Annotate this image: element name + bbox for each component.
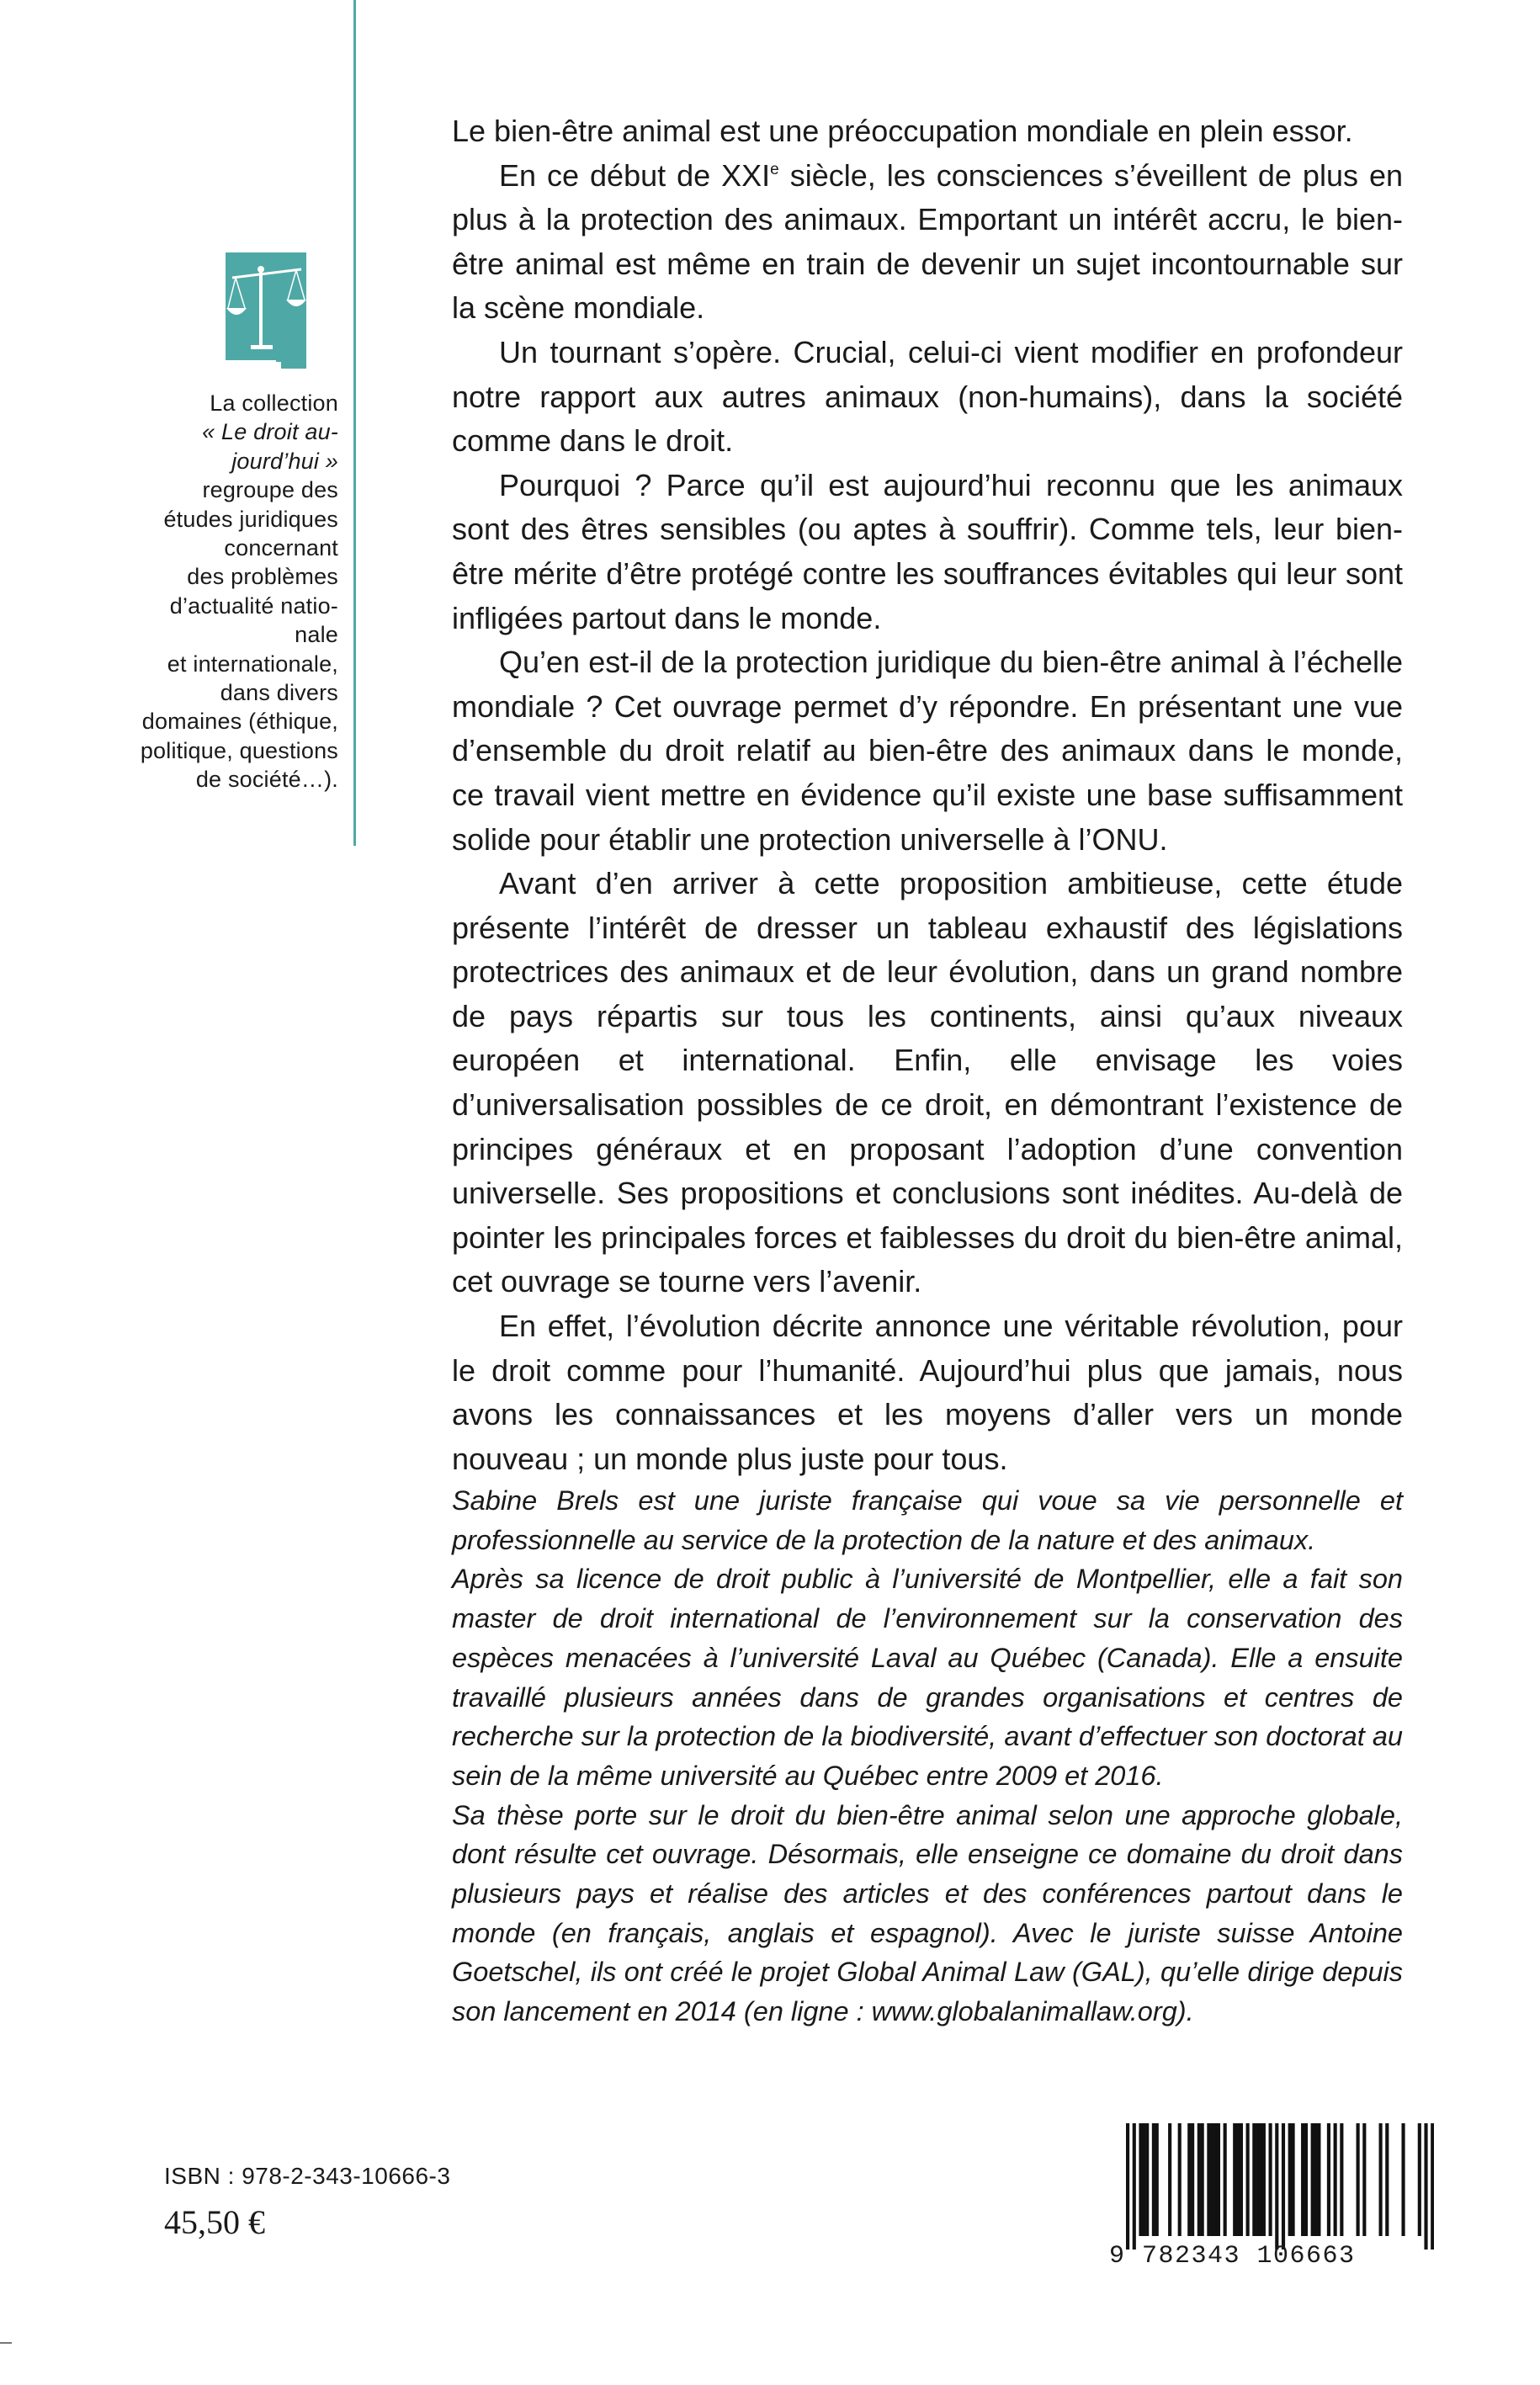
barcode-bar <box>1431 2123 1434 2250</box>
barcode-bar <box>1314 2123 1317 2236</box>
summary-paragraph: Pourquoi ? Parce qu’il est aujourd’hui reconnu que les animaux sont des êtres sensibles (ou aptes à souffrir). Comme tels, leur bien-être mérite d’être protégé contre les souffrances évitables qui leur sont infligées partout dans le monde. <box>452 467 1403 635</box>
barcode-bar <box>1178 2123 1182 2236</box>
bio-paragraph: Après sa licence de droit public à l’université de Montpellier, elle a fait son master de droit international de l’environnement sur la conservation des espèces menacées à l’université Laval au Québec (Canada). Elle a ensuite travaillé plusieurs années dans de grandes organisations et centres de recherche sur la protection de la biodiversité, avant d’effectuer son doctorat au sein de la même université au Québec entre 2009 et 2016. <box>452 1564 1403 1791</box>
barcode-bar <box>1191 2123 1194 2236</box>
barcode-bar <box>1256 2123 1259 2236</box>
barcode-bar <box>1233 2123 1236 2236</box>
barcode-bar <box>1357 2123 1360 2236</box>
barcode-bar <box>1133 2123 1136 2250</box>
summary-paragraph: En effet, l’évolution décrite annonce une véritable révolution, pour le droit comme pour l’humanité. Aujourd’hui plus que jamais, nous avons les connaissances et les moyens d’aller vers un monde nouveau ; un monde plus juste pour tous. <box>452 1309 1403 1476</box>
author-name: Sabine Brels <box>452 1485 619 1516</box>
collection-line: études juridiques <box>163 506 338 532</box>
barcode <box>1126 2123 1434 2250</box>
barcode-bar <box>1224 2123 1227 2236</box>
collection-line: d’actualité natio- <box>169 592 338 619</box>
barcode-bar <box>1311 2123 1314 2236</box>
barcode-digits: 9 782343 106663 <box>1109 2242 1356 2271</box>
barcode-bar <box>1240 2123 1243 2236</box>
summary-text: siècle, les consciences s’éveillent de plus en plus à la protection des animaux. Emportant un intérêt accru, le bien-être animal est même en train de devenir un sujet incontournable sur la scène mondiale. <box>452 157 1404 326</box>
barcode-bar <box>1246 2123 1250 2236</box>
barcode-bar <box>1168 2123 1171 2236</box>
collection-line: nale <box>295 622 338 648</box>
collection-line: de société…). <box>195 767 338 793</box>
collection-line: politique, questions <box>140 737 338 763</box>
barcode-bar <box>1418 2123 1421 2236</box>
barcode-bar <box>1288 2123 1292 2236</box>
summary-paragraph <box>452 154 1403 331</box>
barcode-bar <box>1142 2123 1145 2236</box>
barcode-bar <box>1145 2123 1149 2236</box>
collection-line: « Le droit au- <box>202 419 338 445</box>
barcode-bar <box>1401 2123 1405 2236</box>
barcode-bar <box>1275 2123 1278 2250</box>
barcode-bar <box>1304 2123 1308 2236</box>
collection-description <box>109 389 338 794</box>
collection-line: domaines (éthique, <box>141 709 338 735</box>
barcode-bar <box>1201 2123 1204 2236</box>
barcode-bar <box>1139 2123 1142 2236</box>
barcode-bar <box>1262 2123 1266 2236</box>
collection-line: et internationale, <box>167 651 338 677</box>
summary-text: En ce début de XXI <box>499 157 771 193</box>
barcode-bar <box>1301 2123 1304 2236</box>
collection-line: concernant <box>224 535 338 561</box>
price: 45,50 € <box>164 2203 265 2241</box>
barcode-bar <box>1252 2123 1256 2236</box>
collection-line: regroupe des <box>202 477 338 503</box>
barcode-bar <box>1197 2123 1201 2236</box>
bio-paragraph: Sa thèse porte sur le droit du bien-être animal selon une approche globale, dont résulte cet ouvrage. Désormais, elle enseigne ce domaine du droit dans plusieurs pays et réalise des articles et des conférences partout dans le monde (en français, anglais et espagnol). Avec le juriste suisse Antoine Goetschel, ils ont créé le projet Global Animal Law (GAL), qu’elle dirige depuis son lancement en 2014 (en ligne : www.globalanimallaw.org). <box>452 1799 1403 2027</box>
barcode-bar <box>1126 2123 1129 2250</box>
barcode-bar <box>1334 2123 1337 2236</box>
barcode-bar <box>1269 2123 1272 2236</box>
barcode-bar <box>1210 2123 1213 2236</box>
collection-line: des problèmes <box>187 564 338 590</box>
barcode-bar <box>1424 2123 1427 2250</box>
barcode-bar <box>1187 2123 1191 2236</box>
barcode-bar <box>1236 2123 1240 2236</box>
barcode-bar <box>1362 2123 1366 2236</box>
barcode-bar <box>1327 2123 1330 2236</box>
bio-paragraph <box>452 1481 1403 1559</box>
barcode-bar <box>1155 2123 1159 2236</box>
barcode-bar <box>1317 2123 1320 2236</box>
barcode-bar <box>1217 2123 1220 2236</box>
book-summary <box>452 109 1403 1481</box>
barcode-bar <box>1385 2123 1389 2236</box>
barcode-bar <box>1259 2123 1262 2236</box>
collection-line: dans divers <box>220 680 338 706</box>
barcode-bar <box>1207 2123 1210 2236</box>
accent-rule <box>353 0 356 846</box>
crop-mark <box>0 2342 12 2344</box>
collection-line: jourd’hui » <box>231 448 338 474</box>
scales-of-justice-icon <box>226 252 306 369</box>
author-bio <box>452 1481 1403 2032</box>
summary-paragraph: Un tournant s’opère. Crucial, celui-ci vient modifier en profondeur notre rapport aux autres animaux (non-humains), dans la société comme dans le droit. <box>452 334 1403 459</box>
barcode-bar <box>1213 2123 1217 2236</box>
barcode-bar <box>1152 2123 1155 2236</box>
collection-line: La collection <box>210 390 338 416</box>
century-superscript: e <box>770 160 779 178</box>
summary-paragraph: Qu’en est-il de la protection juridique du bien-être animal à l’échelle mondiale ? Cet ouvrage permet d’y répondre. En présentant une vue d’ensemble du droit relatif au bien-être des animaux dans le monde, ce travail vient mettre en évidence qu’il existe une base suffisamment solide pour établir une protection universelle à l’ONU. <box>452 645 1403 857</box>
barcode-bar <box>1282 2123 1285 2250</box>
isbn: ISBN : 978-2-343-10666-3 <box>164 2163 451 2189</box>
summary-paragraph: Avant d’en arriver à cette proposition ambitieuse, cette étude présente l’intérêt de dresser un tableau exhaustif des législations protectrices des animaux et de leur évolution, dans un grand nombre de pays répartis sur tous les continents, ainsi qu’aux niveaux européen et international. Enfin, elle envisage les voies d’universalisation possibles de ce droit, en démontrant l’existence de principes généraux et en proposant l’adoption d’une convention universelle. Ses propositions et conclusions sont inédites. Au-delà de pointer les principales forces et faiblesses du droit du bien-être animal, cet ouvrage se tourne vers l’avenir. <box>452 866 1403 1299</box>
bio-text: est une juriste française qui voue sa vie personnelle et professionnelle au service de la protection de la nature et des animaux. <box>452 1485 1403 1555</box>
barcode-bar <box>1379 2123 1383 2236</box>
barcode-bar <box>1291 2123 1294 2236</box>
summary-paragraph: Le bien-être animal est une préoccupation mondiale en plein essor. <box>452 114 1353 148</box>
barcode-bar <box>1340 2123 1343 2236</box>
